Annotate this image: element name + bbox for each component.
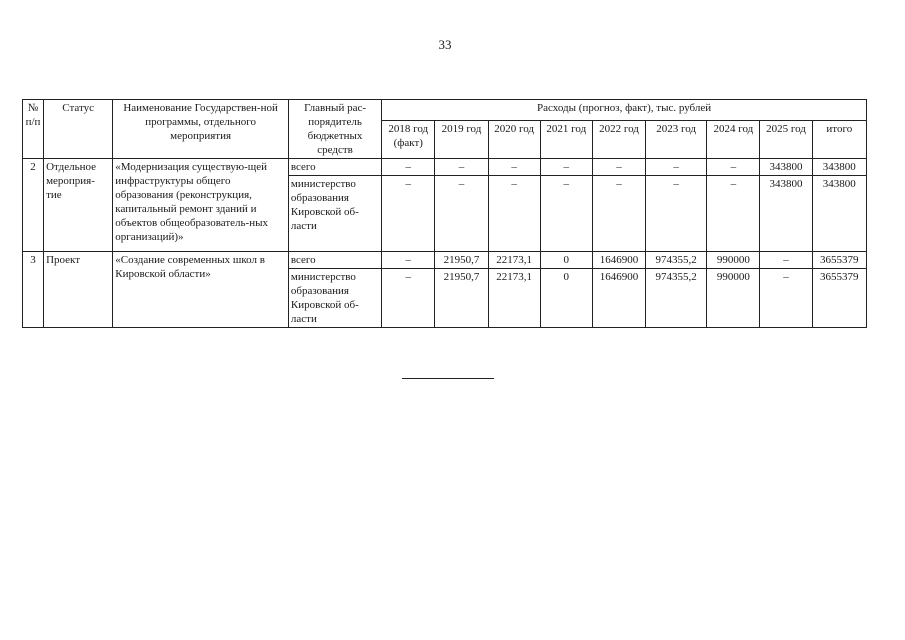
cell-value: 974355,2	[646, 252, 707, 269]
cell-value: –	[488, 176, 540, 252]
header-year: 2024 год	[707, 120, 760, 158]
header-expenses: Расходы (прогноз, факт), тыс. рублей	[382, 100, 867, 121]
cell-total: 3655379	[812, 252, 866, 269]
end-divider	[402, 378, 494, 379]
cell-value: –	[760, 269, 812, 328]
header-year: 2020 год	[488, 120, 540, 158]
table-row	[23, 159, 867, 176]
cell-value: –	[592, 176, 645, 252]
cell-total: 3655379	[812, 269, 866, 328]
header-year: 2019 год	[435, 120, 488, 158]
cell-value: 21950,7	[435, 269, 488, 328]
cell-value: –	[707, 176, 760, 252]
cell-value: –	[540, 176, 592, 252]
header-year: 2023 год	[646, 120, 707, 158]
row-num: 2	[23, 159, 44, 252]
cell-value: 990000	[707, 269, 760, 328]
cell-value: 1646900	[592, 269, 645, 328]
budget-table	[22, 99, 867, 328]
cell-value: –	[760, 252, 812, 269]
cell-value: 343800	[760, 159, 812, 176]
header-name: Наименование Государствен-ной программы, отдельного мероприятия	[113, 100, 289, 159]
cell-value: –	[646, 176, 707, 252]
cell-value: –	[382, 159, 435, 176]
cell-value: 343800	[760, 176, 812, 252]
cell-value: 0	[540, 269, 592, 328]
cell-total: 343800	[812, 159, 866, 176]
header-year: 2021 год	[540, 120, 592, 158]
cell-value: 990000	[707, 252, 760, 269]
row-manager: министерство образования Кировской об-ласти	[288, 269, 381, 328]
table-row	[23, 252, 867, 269]
cell-value: –	[382, 252, 435, 269]
cell-value: 22173,1	[488, 269, 540, 328]
header-total: итого	[812, 120, 866, 158]
cell-value: 974355,2	[646, 269, 707, 328]
cell-value: –	[592, 159, 645, 176]
header-manager: Главный рас-порядитель бюджетных средств	[288, 100, 381, 159]
cell-total: 343800	[812, 176, 866, 252]
header-year: 2018 год (факт)	[382, 120, 435, 158]
cell-value: 0	[540, 252, 592, 269]
header-year: 2025 год	[760, 120, 812, 158]
cell-value: –	[435, 176, 488, 252]
cell-value: –	[707, 159, 760, 176]
cell-value: 1646900	[592, 252, 645, 269]
row-manager: всего	[288, 252, 381, 269]
cell-value: –	[488, 159, 540, 176]
header-year: 2022 год	[592, 120, 645, 158]
cell-value: –	[646, 159, 707, 176]
row-num: 3	[23, 252, 44, 328]
row-manager: министерство образования Кировской об-ласти	[288, 176, 381, 252]
cell-value: 22173,1	[488, 252, 540, 269]
header-status: Статус	[44, 100, 113, 159]
row-name: «Модернизация существую-щей инфраструктуры общего образования (реконструкция, капитальный ремонт зданий и объектов общеобразователь-ных организаций)»	[113, 159, 289, 252]
row-name: «Создание современных школ в Кировской области»	[113, 252, 289, 328]
cell-value: –	[435, 159, 488, 176]
cell-value: –	[382, 269, 435, 328]
header-num: № п/п	[23, 100, 44, 159]
page-number: 33	[438, 37, 452, 52]
cell-value: –	[382, 176, 435, 252]
row-manager: всего	[288, 159, 381, 176]
row-status: Отдельное мероприя-тие	[44, 159, 113, 252]
row-status: Проект	[44, 252, 113, 328]
cell-value: –	[540, 159, 592, 176]
cell-value: 21950,7	[435, 252, 488, 269]
